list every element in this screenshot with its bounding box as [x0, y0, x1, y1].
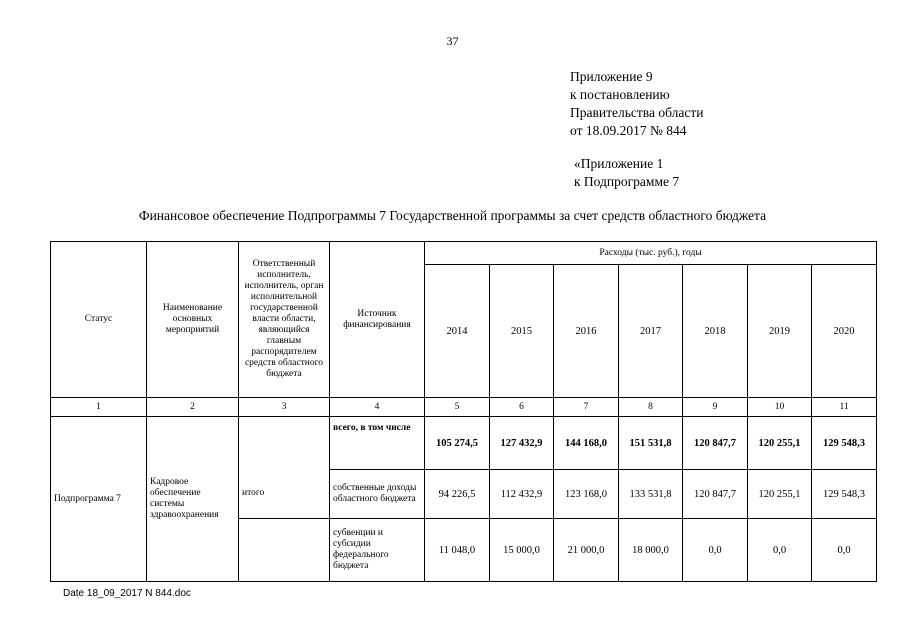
column-number: 11 — [812, 398, 877, 417]
value-cell: 18 000,0 — [619, 519, 683, 582]
value-cell: 133 531,8 — [619, 470, 683, 519]
source-cell: субвенции и субсидии федерального бюджета — [330, 519, 425, 582]
appendix-line: от 18.09.2017 № 844 — [570, 123, 687, 138]
appendix-sub-line: «Приложение 1 — [574, 156, 664, 171]
executor-cell-empty — [239, 519, 330, 582]
header-year: 2020 — [812, 265, 877, 398]
header-year: 2015 — [490, 265, 554, 398]
header-expenses: Расходы (тыс. руб.), годы — [425, 242, 877, 265]
source-cell: собственные доходы областного бюджета — [330, 470, 425, 519]
column-number: 6 — [490, 398, 554, 417]
column-number: 2 — [147, 398, 239, 417]
value-cell: 21 000,0 — [554, 519, 619, 582]
appendix-sub-line: к Подпрограмме 7 — [574, 174, 680, 189]
column-number: 4 — [330, 398, 425, 417]
value-cell: 105 274,5 — [425, 417, 490, 470]
appendix-line: Приложение 9 — [570, 69, 653, 84]
value-cell: 123 168,0 — [554, 470, 619, 519]
column-number: 3 — [239, 398, 330, 417]
header-year: 2019 — [748, 265, 812, 398]
value-cell: 120 255,1 — [748, 417, 812, 470]
source-cell: всего, в том числе — [330, 417, 425, 470]
name-cell: Кадровое обеспечение системы здравоохранения — [147, 417, 239, 582]
value-cell: 127 432,9 — [490, 417, 554, 470]
file-footer: Date 18_09_2017 N 844.doc — [63, 588, 191, 599]
header-year: 2018 — [683, 265, 748, 398]
value-cell: 120 255,1 — [748, 470, 812, 519]
value-cell: 120 847,7 — [683, 470, 748, 519]
column-numbers-row — [51, 398, 877, 417]
column-number: 8 — [619, 398, 683, 417]
value-cell: 0,0 — [683, 519, 748, 582]
value-cell: 144 168,0 — [554, 417, 619, 470]
value-cell: 129 548,3 — [812, 417, 877, 470]
header-executor: Ответственный исполнитель, исполнитель, орган исполнительной государственной власти области, являющийся главным распорядителем средств областного бюджета — [239, 242, 330, 398]
table-row — [51, 417, 877, 470]
column-number: 7 — [554, 398, 619, 417]
value-cell: 151 531,8 — [619, 417, 683, 470]
value-cell: 0,0 — [812, 519, 877, 582]
header-source: Источник финансирования — [330, 242, 425, 398]
value-cell: 94 226,5 — [425, 470, 490, 519]
value-cell: 11 048,0 — [425, 519, 490, 582]
appendix-line: Правительства области — [570, 105, 704, 120]
document-title: Финансовое обеспечение Подпрограммы 7 Государственной программы за счет средств областного бюджета — [138, 208, 767, 223]
column-number: 10 — [748, 398, 812, 417]
column-number: 1 — [51, 398, 147, 417]
value-cell: 0,0 — [748, 519, 812, 582]
header-status: Статус — [51, 242, 147, 398]
financing-table — [50, 241, 877, 582]
value-cell: 15 000,0 — [490, 519, 554, 582]
header-name: Наименование основных мероприятий — [147, 242, 239, 398]
appendix-sub-block — [574, 155, 679, 191]
header-row — [51, 242, 877, 265]
appendix-block — [570, 68, 703, 140]
column-number: 5 — [425, 398, 490, 417]
page-number: 37 — [446, 34, 459, 48]
header-year: 2017 — [619, 265, 683, 398]
value-cell: 120 847,7 — [683, 417, 748, 470]
executor-cell-top — [239, 417, 330, 470]
value-cell: 129 548,3 — [812, 470, 877, 519]
value-cell: 112 432,9 — [490, 470, 554, 519]
status-cell: Подпрограмма 7 — [51, 417, 147, 582]
executor-cell: итого — [239, 470, 330, 519]
header-year: 2016 — [554, 265, 619, 398]
column-number: 9 — [683, 398, 748, 417]
appendix-line: к постановлению — [570, 87, 670, 102]
header-year: 2014 — [425, 265, 490, 398]
